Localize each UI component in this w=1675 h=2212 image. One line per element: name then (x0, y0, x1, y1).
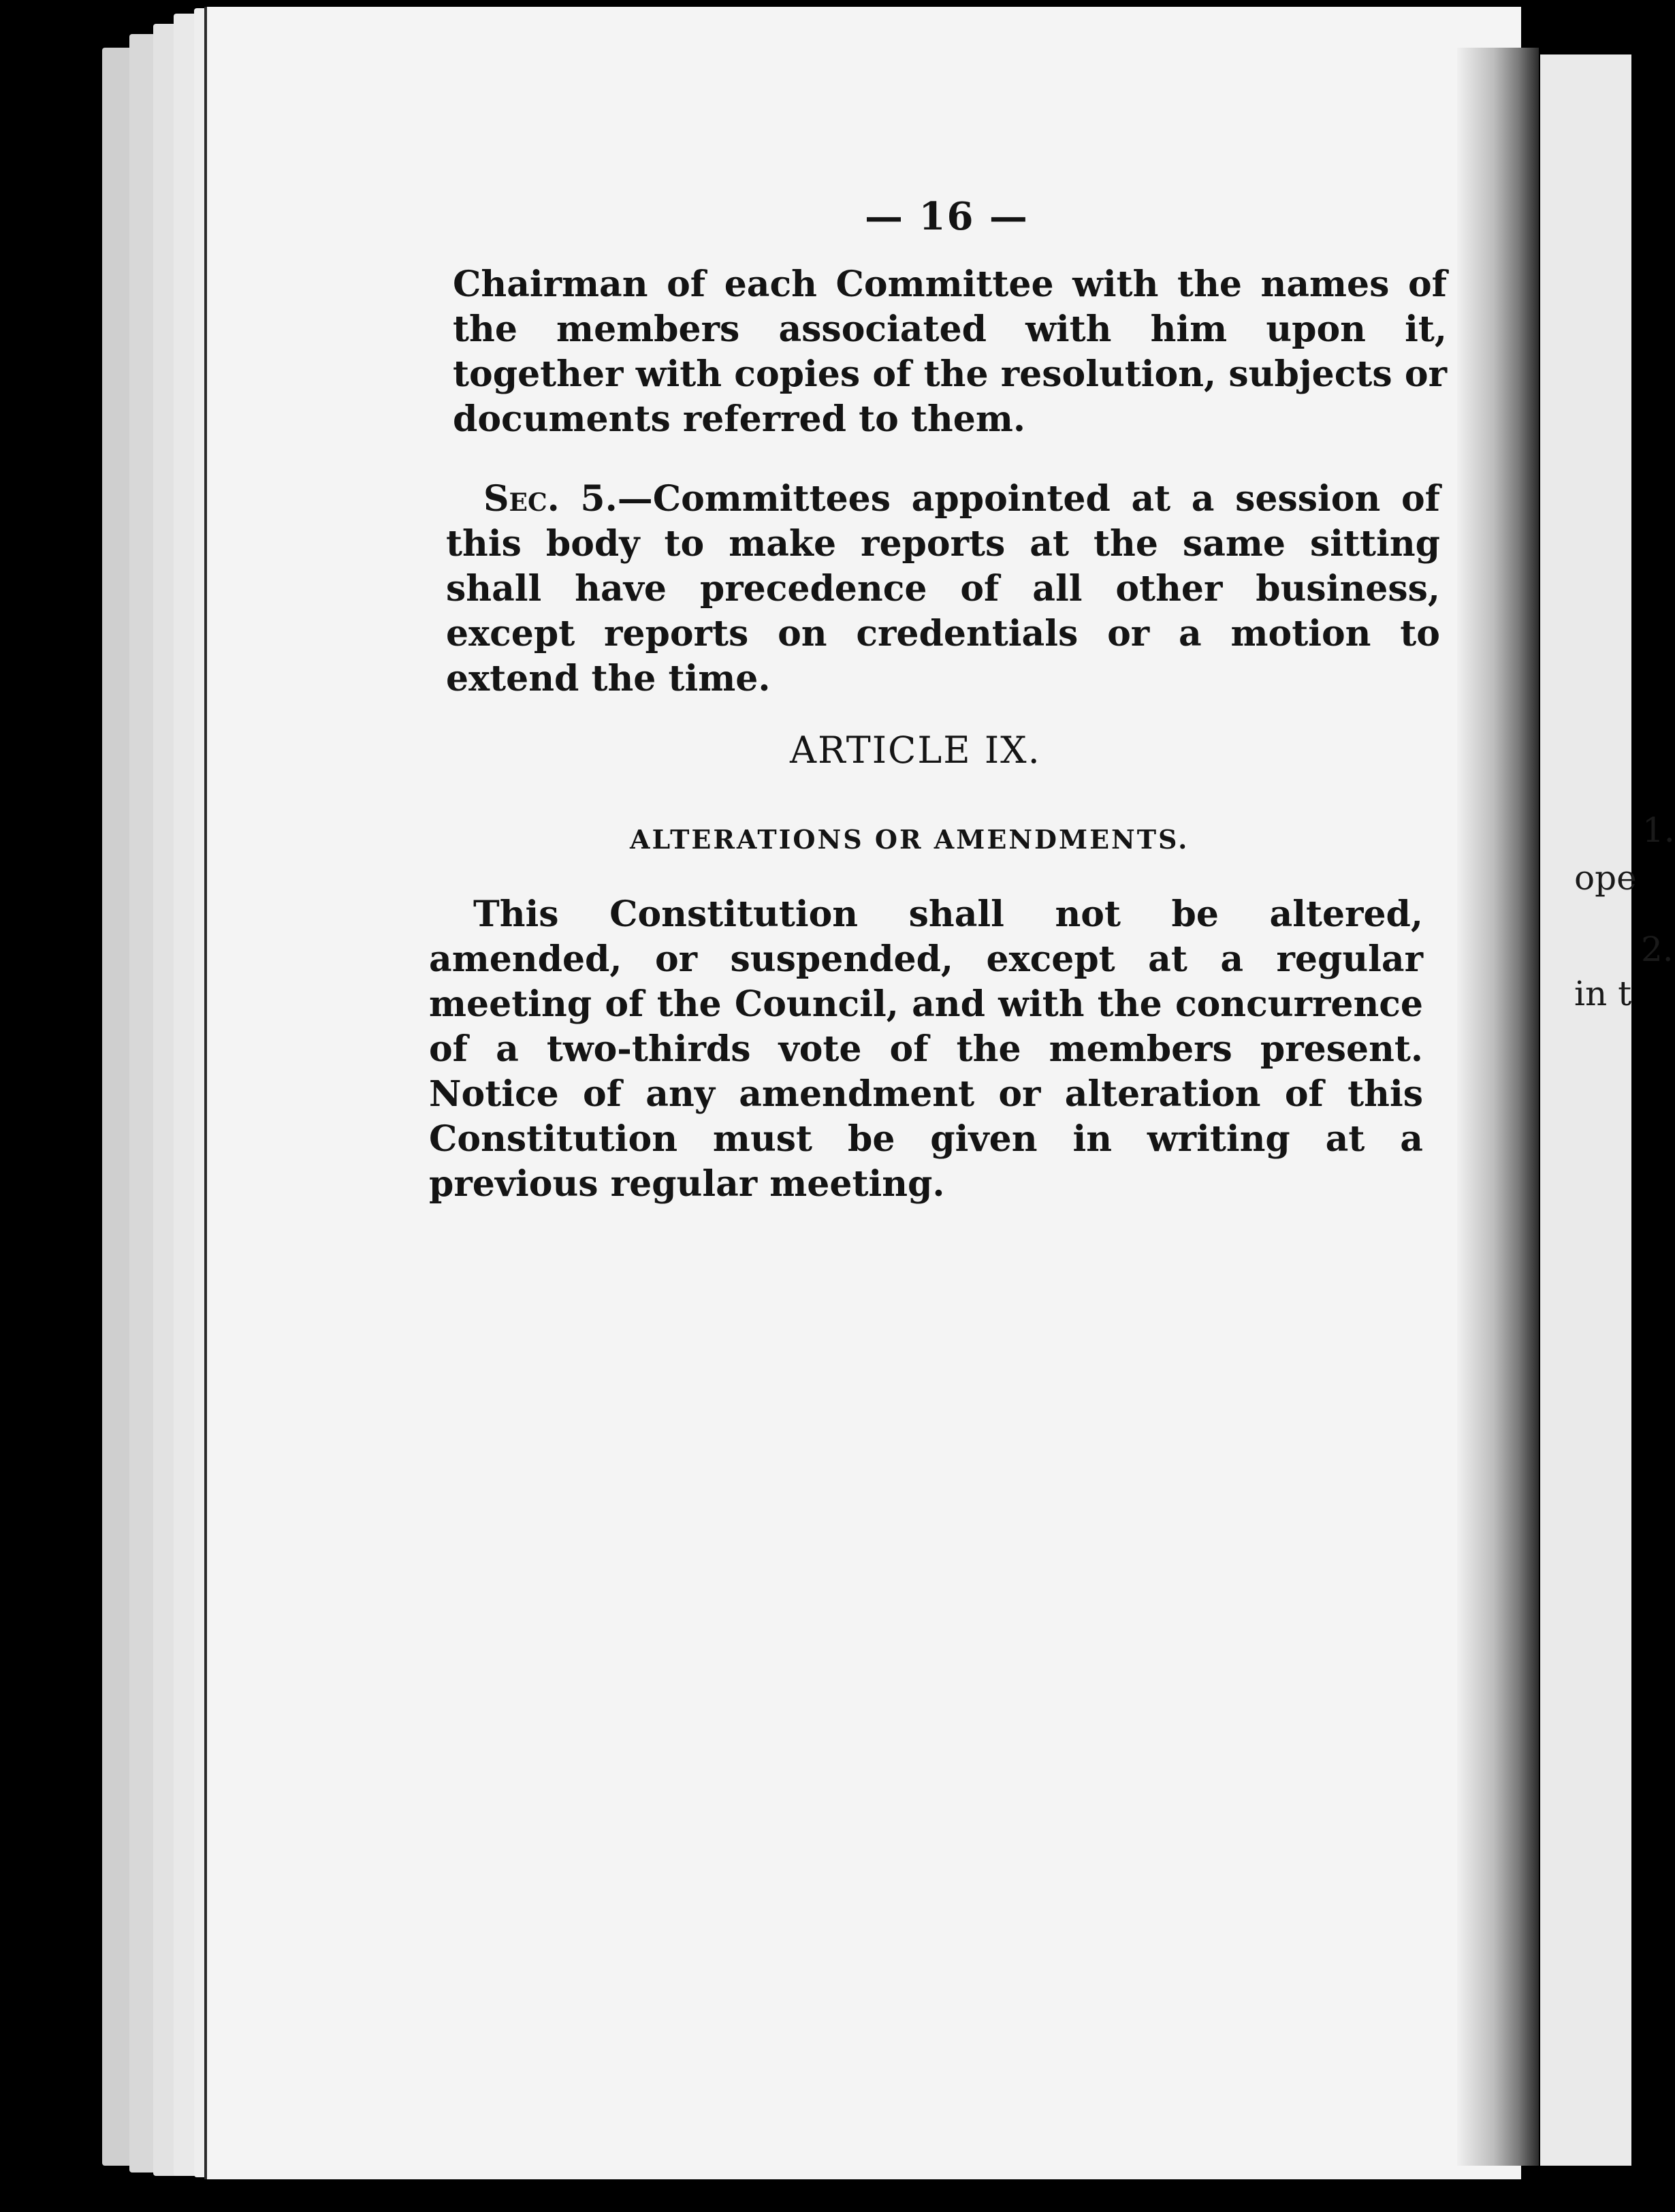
facing-page-fragment: ope (1574, 858, 1637, 898)
facing-page-fragment: 1. (1642, 810, 1675, 850)
facing-page (1540, 54, 1631, 2166)
article-text: This Constitution shall not be altered, amended, or suspended, except at a regular meeting of the Council, and with the concurrence of a two-thirds vote of the members present. Notice of any amendment or alteration of this Constitution must be given in writing at a previous regular meeting. (429, 894, 1423, 1205)
article-heading: ARTICLE IX. (790, 729, 1041, 772)
section-5-paragraph (446, 477, 1440, 701)
facing-page-fragment: 2. (1641, 930, 1674, 969)
section-text: —Committees appointed at a session of this body to make reports at the same sitting shall have precedence of all other business, except reports on credentials or a motion to extend the time. (446, 478, 1440, 699)
book-gutter (1457, 48, 1539, 2166)
article-subheading: ALTERATIONS OR AMENDMENTS. (630, 824, 1190, 855)
paragraph-continuation: Chairman of each Committee with the names of the members associated with him upon it, together with copies of the resolution, subjects or documents referred to them. (453, 264, 1447, 440)
facing-page-fragment: in t (1574, 974, 1632, 1013)
section-label: Sec. 5. (483, 478, 618, 520)
page-number: — 16 — (865, 194, 1029, 239)
